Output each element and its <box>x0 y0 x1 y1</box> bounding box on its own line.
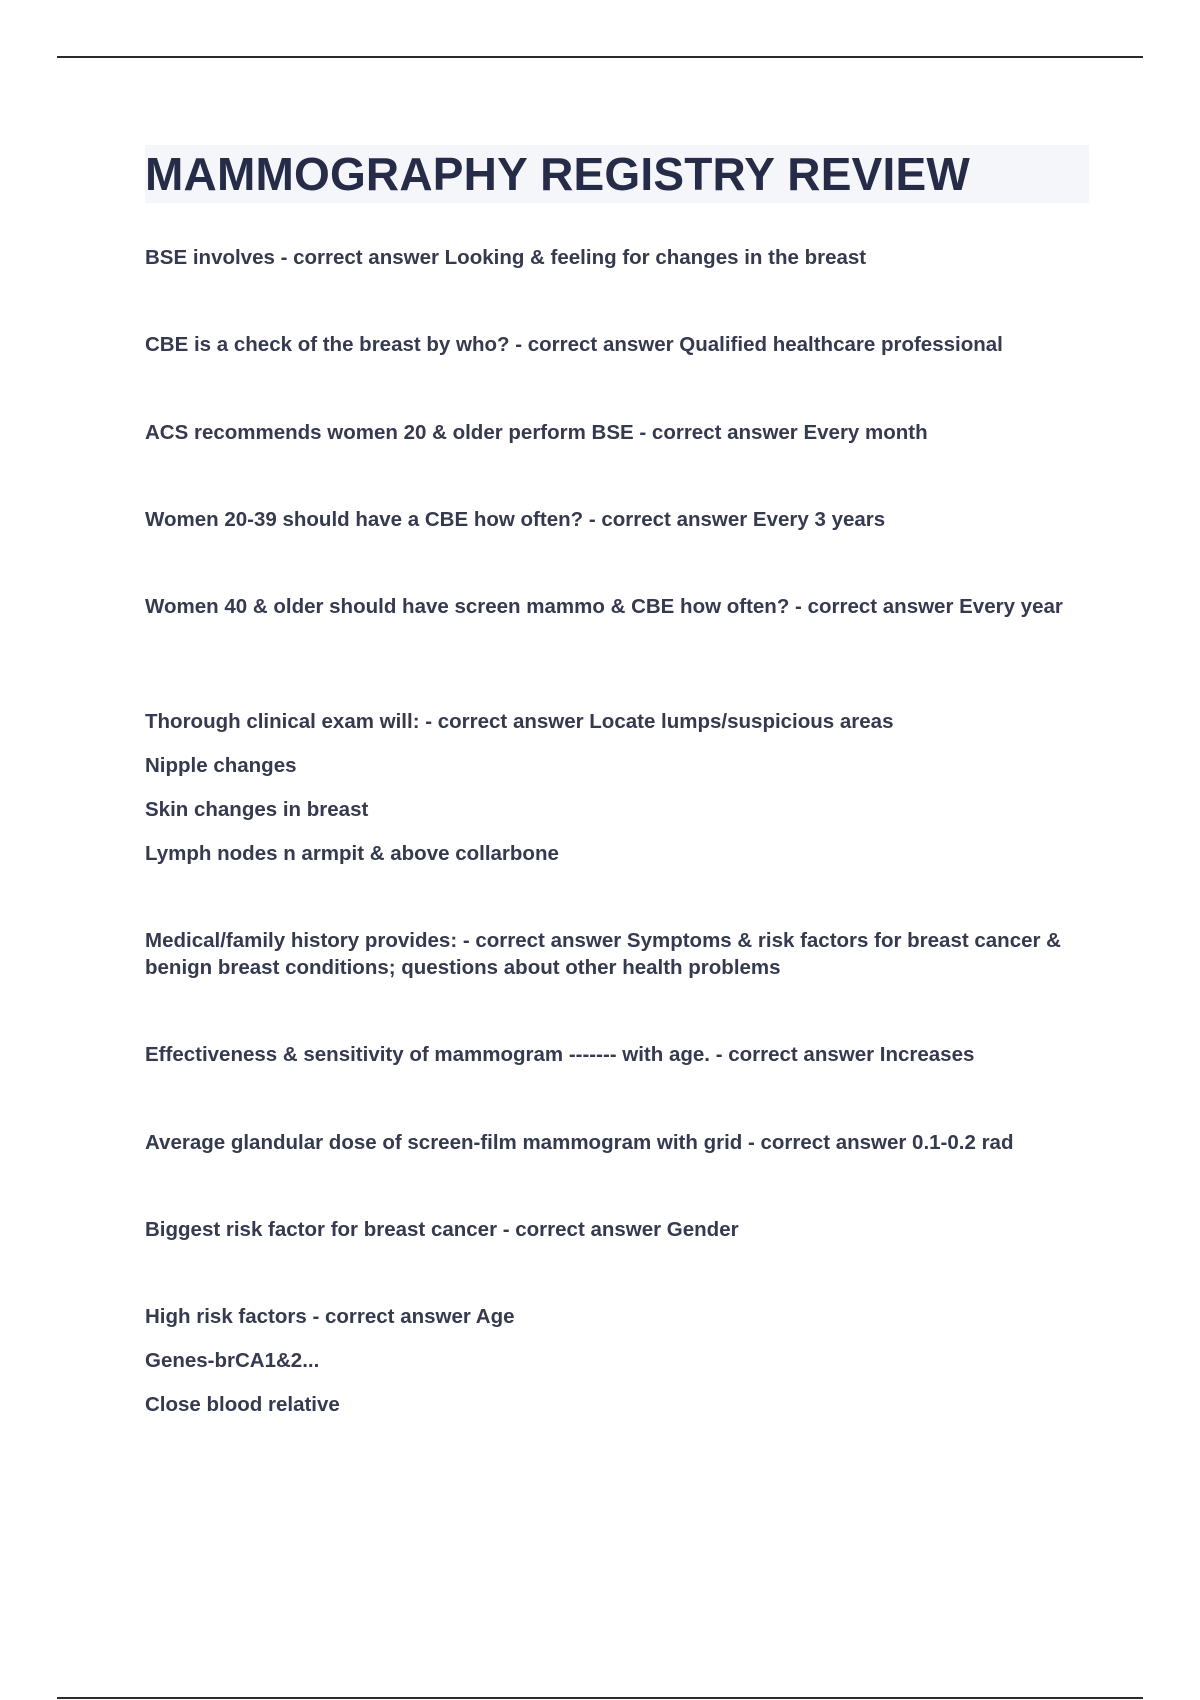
qa-item <box>145 419 1095 446</box>
qa-extra-line: Lymph nodes n armpit & above collarbone <box>145 842 559 865</box>
qa-text: Biggest risk factor for breast cancer - correct answer Gender <box>145 1218 739 1241</box>
qa-text: CBE is a check of the breast by who? - correct answer Qualified healthcare professional <box>145 333 1003 356</box>
qa-item <box>145 1303 1095 1418</box>
qa-text: BSE involves - correct answer Looking & feeling for changes in the breast <box>145 246 867 269</box>
qa-item <box>145 593 1095 620</box>
qa-item <box>145 1216 1095 1243</box>
qa-text: High risk factors - correct answer Age <box>145 1305 515 1328</box>
qa-extra-line: Nipple changes <box>145 754 297 777</box>
bottom-rule <box>57 1697 1143 1699</box>
qa-text: Thorough clinical exam will: - correct answer Locate lumps/suspicious areas <box>145 710 894 733</box>
top-rule <box>57 56 1143 58</box>
qa-item <box>145 1129 1095 1156</box>
qa-item <box>145 244 1095 271</box>
qa-extra-line: Genes-brCA1&2... <box>145 1349 320 1372</box>
qa-item <box>145 506 1095 533</box>
qa-item <box>145 927 1095 981</box>
document-title: MAMMOGRAPHY REGISTRY REVIEW <box>145 148 970 200</box>
qa-extra-line: Skin changes in breast <box>145 798 369 821</box>
qa-text: Women 20-39 should have a CBE how often? - correct answer Every 3 years <box>145 508 886 531</box>
qa-text: Effectiveness & sensitivity of mammogram ------- with age. - correct answer Increases <box>145 1043 975 1066</box>
qa-item <box>145 331 1095 358</box>
qa-text: Women 40 & older should have screen mammo & CBE how often? - correct answer Every year <box>145 595 1063 618</box>
title-band <box>145 145 1089 203</box>
qa-item <box>145 1041 1095 1068</box>
qa-text: Average glandular dose of screen-film mammogram with grid - correct answer 0.1-0.2 rad <box>145 1131 1014 1154</box>
qa-text: ACS recommends women 20 & older perform BSE - correct answer Every month <box>145 421 928 444</box>
qa-item <box>145 708 1095 867</box>
qa-extra-line: Close blood relative <box>145 1393 340 1416</box>
qa-text: Medical/family history provides: - correct answer Symptoms & risk factors for breast cancer & benign breast conditions; questions about other health problems <box>145 929 1061 979</box>
